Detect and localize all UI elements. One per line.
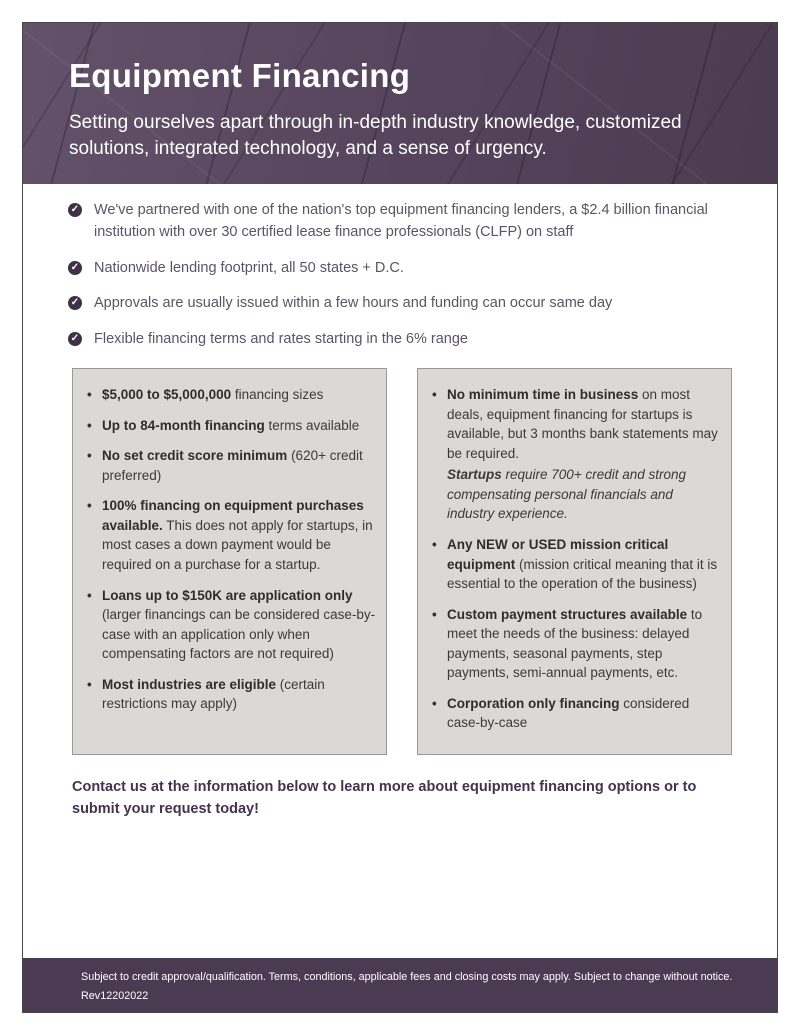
list-item [68, 199, 758, 244]
list-item [87, 416, 376, 436]
list-item [87, 385, 376, 405]
item-lead: Loans up to $150K are application only [102, 587, 353, 603]
item-lead: 100% financing on equipment purchases available. [102, 498, 364, 533]
list-item-text [447, 535, 721, 594]
item-lead: No minimum time in business [447, 387, 639, 402]
page-title: Equipment Financing [69, 57, 411, 94]
contact-callout: Contact us at the information below to learn more about equipment financing options or to submit your request today! [72, 779, 697, 817]
item-lead: Up to 84-month financing [102, 417, 265, 433]
footer-disclaimer: Subject to credit approval/qualification. Terms, conditions, applicable fees and closing costs may apply. Subject to change without notice. [81, 971, 733, 983]
checklist-text: Approvals are usually issued within a few hours and funding can occur same day [94, 295, 613, 312]
list-item-text [447, 694, 721, 733]
list-item [87, 496, 376, 574]
item-rest: (larger financings can be considered case-by-case with an application only when compensating factors are not required) [102, 607, 376, 662]
bullet-dot-icon: • [87, 676, 92, 692]
item-lead: Corporation only financing [447, 695, 620, 711]
header-banner [23, 23, 777, 184]
item-lead: Custom payment structures available [447, 606, 688, 622]
item-rest: (mission critical meaning that it is essential to the operation of the business) [447, 556, 718, 592]
bullet-dot-icon: • [87, 498, 92, 514]
highlights-checklist [68, 199, 758, 363]
item-lead: Any NEW or USED mission critical equipment [447, 536, 669, 572]
page-frame [22, 22, 778, 1013]
item-lead: No set credit score minimum [102, 448, 288, 464]
item-note [447, 465, 721, 524]
list-item [68, 292, 758, 314]
bullet-dot-icon: • [87, 387, 92, 402]
check-circle-icon: ✓ [68, 261, 82, 275]
bullet-dot-icon: • [432, 536, 437, 552]
item-rest: to meet the needs of the business: delayed payments, seasonal payments, step payments, semi-annual payments, etc. [447, 606, 703, 681]
bullet-dot-icon: • [432, 387, 437, 402]
list-item [432, 694, 721, 733]
list-item [432, 605, 721, 683]
item-lead: $5,000 to $5,000,000 [102, 387, 232, 402]
list-item-text [102, 385, 323, 405]
note-rest: require 700+ credit and strong compensating personal financials and industry experience. [447, 467, 687, 522]
footer-revision: Rev12202022 [81, 989, 149, 1002]
item-rest: considered case-by-case [447, 695, 690, 731]
details-columns [72, 368, 732, 755]
list-item [87, 446, 376, 485]
bullet-dot-icon: • [432, 695, 437, 711]
check-circle-icon: ✓ [68, 203, 82, 217]
list-item-text [447, 605, 721, 683]
bullet-dot-icon: • [432, 606, 437, 622]
note-lead: Startups [447, 467, 502, 483]
item-rest: (certain restrictions may apply) [102, 676, 325, 712]
item-rest: (620+ credit preferred) [102, 448, 363, 483]
check-circle-icon: ✓ [68, 296, 82, 310]
list-item [68, 328, 758, 350]
list-item [432, 535, 721, 594]
item-rest: This does not apply for startups, in most cases a down payment would be required on a purchase for a startup. [102, 517, 373, 572]
page-subtitle: Setting ourselves apart through in-depth industry knowledge, customized solutions, integrated technology, and a sense of urgency. [69, 112, 682, 159]
list-item [87, 586, 376, 664]
footer-bar [23, 958, 777, 1012]
right-details-list [432, 385, 721, 733]
left-details-box [72, 368, 387, 755]
item-rest: on most deals, equipment financing for startups is available, but 3 months bank statements may be required. [447, 387, 718, 461]
list-item-text [102, 675, 376, 714]
item-rest: financing sizes [231, 387, 324, 402]
checklist-text: We've partnered with one of the nation's top equipment financing lenders, a $2.4 billion financial institution with over 30 certified lease finance professionals (CLFP) on staff [94, 202, 708, 241]
item-rest: terms available [264, 417, 360, 433]
list-item-text [102, 586, 376, 664]
list-item [432, 385, 721, 524]
list-item [87, 675, 376, 714]
item-lead: Most industries are eligible [102, 676, 277, 692]
bullet-dot-icon: • [87, 448, 92, 464]
list-item-text [102, 416, 359, 436]
list-item-text [102, 496, 376, 574]
bullet-dot-icon: • [87, 587, 92, 603]
list-item-text [447, 385, 721, 524]
checklist-text: Flexible financing terms and rates starting in the 6% range [94, 330, 468, 347]
right-details-box [417, 368, 732, 755]
checklist-text: Nationwide lending footprint, all 50 states + D.C. [94, 259, 404, 276]
left-details-list [87, 385, 376, 714]
bullet-dot-icon: • [87, 417, 92, 433]
list-item-text [102, 446, 376, 485]
check-circle-icon: ✓ [68, 332, 82, 346]
list-item [68, 257, 758, 279]
